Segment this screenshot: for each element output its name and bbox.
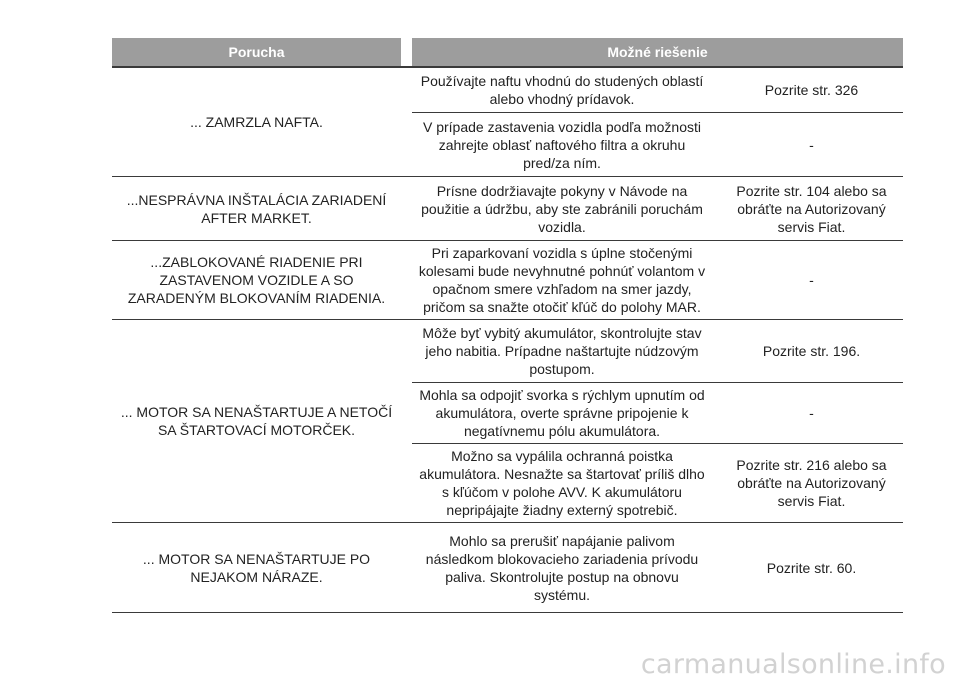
solution-reference: Pozrite str. 104 alebo sa obráťte na Autorizovaný servis Fiat. (736, 182, 887, 235)
solution-text: Môže byť vybitý akumulátor, skontrolujte stav jeho nabitia. Prípadne naštartujte núdzovým postupom. (422, 325, 702, 377)
table-bottom-line (112, 612, 903, 613)
solution-reference: Pozrite str. 216 alebo sa obráťte na Autorizovaný servis Fiat. (736, 457, 887, 509)
table-row-cause: ...ZABLOKOVANÉ RIADENIE PRI ZASTAVENOM VOZIDLE A SO ZARADENÝM BLOKOVANÍM RIADENIA. (127, 254, 386, 306)
solution-reference: - (809, 272, 814, 288)
solution-text: Možno sa vypálila ochranná poistka akumulátora. Nesnažte sa štartovať príliš dlho s kľúčom v polohe AVV. K akumulátoru nepripájajte žiadny externý spotrebič. (419, 448, 705, 518)
solution-text: V prípade zastavenia vozidla podľa možnosti zahrejte oblasť naftového filtra a okruhu pred/za ním. (422, 118, 702, 171)
header-solution: Možné riešenie (412, 38, 903, 66)
table-row-cause: ...NESPRÁVNA INŠTALÁCIA ZARIADENÍ AFTER MARKET. (126, 191, 387, 226)
solution-text: Mohlo sa prerušiť napájanie palivom následkom blokovacieho zariadenia prívodu paliva. Skontrolujte postup na obnovu systému. (425, 532, 699, 603)
solution-text: Prísne dodržiavajte pokyny v Návode na použitie a údržbu, aby ste zabránili poruchám vozidla. (421, 182, 703, 235)
table-row-cause: ... ZAMRZLA NAFTA. (190, 114, 323, 130)
solution-text: Pri zaparkovaní vozidla s úplne stočenými kolesami bude nevyhnutné pohnúť volantom v opačnom smere vzhľadom na smer jazdy, pričom sa snažte otočiť kľúč do polohy MAR. (418, 245, 706, 315)
watermark: carmanualsonline.info (640, 649, 946, 680)
table-row-cause: ... MOTOR SA NENAŠTARTUJE A NETOČÍ SA ŠTARTOVACÍ MOTORČEK. (120, 404, 393, 438)
solution-reference: - (809, 136, 814, 153)
solution-text: Mohla sa odpojiť svorka s rýchlym upnutím od akumulátora, overte správne pripojenie k negatívnemu pólu akumulátora. (419, 387, 705, 439)
solution-reference: Pozrite str. 326 (764, 82, 859, 98)
solution-reference: Pozrite str. 60. (766, 559, 857, 576)
solution-reference: - (809, 405, 814, 421)
solution-reference: Pozrite str. 196. (762, 343, 861, 359)
solution-text: Používajte naftu vhodnú do studených oblastí alebo vhodný prídavok. (420, 73, 704, 107)
header-cause: Porucha (112, 38, 401, 66)
table-row-cause: ... MOTOR SA NENAŠTARTUJE PO NEJAKOM NÁRAZE. (142, 550, 371, 585)
